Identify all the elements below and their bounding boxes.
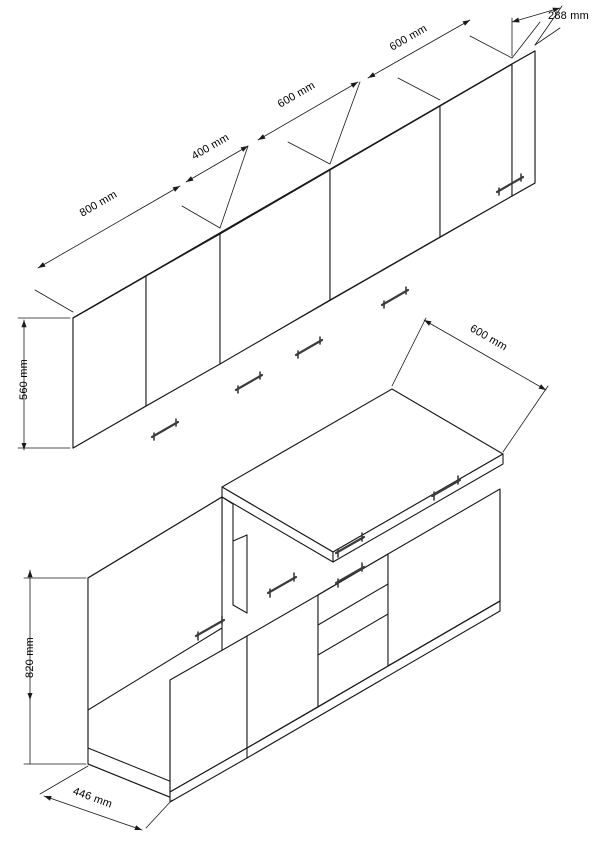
upper-right-side xyxy=(512,51,535,196)
dim-label-288: 288 mm xyxy=(548,10,589,22)
upper-door-2 xyxy=(146,234,220,406)
upper-door-4 xyxy=(330,106,440,300)
lower-plinth-left xyxy=(88,748,172,798)
dim-label-800: 800 mm xyxy=(77,188,120,220)
upper-cabinet-run xyxy=(73,51,535,448)
upper-door-5 xyxy=(440,64,512,237)
dim-label-600-b: 600 mm xyxy=(387,22,430,54)
dim-label-446: 446 mm xyxy=(71,785,114,811)
lower-door-3-drawers xyxy=(318,554,388,707)
lower-cabinet-run xyxy=(88,389,503,802)
dim-label-600-lower: 600 mm xyxy=(467,322,510,354)
lower-door-2 xyxy=(247,595,318,748)
dim-label-400: 400 mm xyxy=(189,131,232,163)
lower-door-1 xyxy=(170,636,247,792)
dim-label-820: 820 mm xyxy=(24,637,36,678)
dim-label-600-a: 600 mm xyxy=(275,79,318,111)
upper-door-1 xyxy=(73,276,146,448)
upper-door-3 xyxy=(220,170,330,364)
dim-label-560: 560 mm xyxy=(18,359,30,400)
